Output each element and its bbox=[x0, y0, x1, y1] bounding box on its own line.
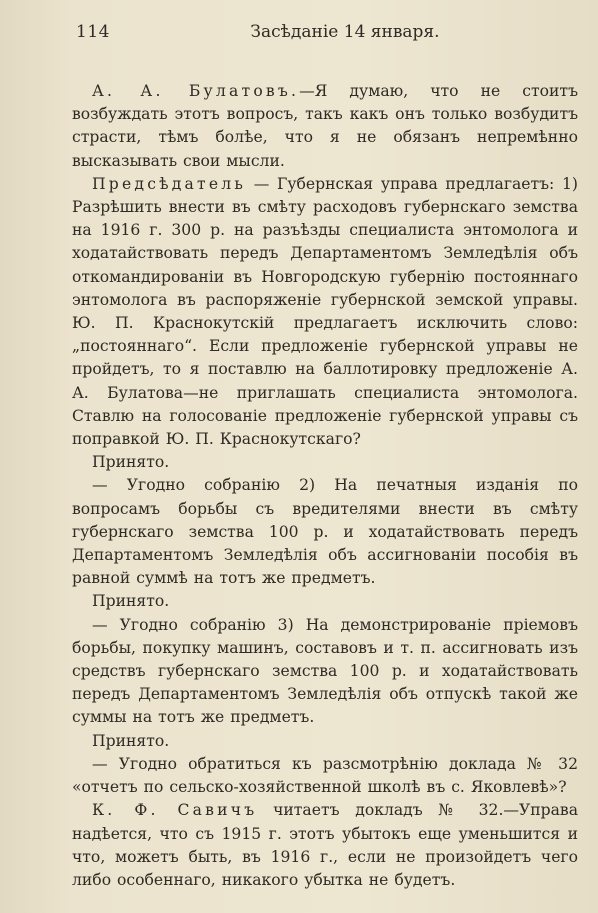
speaker-name: Предсѣдатель bbox=[92, 174, 247, 193]
page-number: 114 bbox=[76, 22, 110, 42]
paragraph-text: — Угодно собранію 2) На печатныя изданія по вопросамъ борьбы съ вредителями внести въ смѣту губернскаго земства 100 р. и ходатайствовать передъ Департаментомъ Земледѣлія объ ассигнованіи пособія въ равной суммѣ на тотъ же предметъ. bbox=[72, 476, 578, 588]
paragraph bbox=[72, 173, 578, 451]
running-title: Засѣданіе 14 января. bbox=[250, 22, 440, 42]
body-text bbox=[72, 80, 578, 892]
paragraph-text: — Угодно собранію 3) На демонстрированіе пріемовъ борьбы, покупку машинъ, составовъ и т. п. ассигновать изъ средствъ губернскаго земства 100 р. и ходатайствовать передъ Департаментомъ Земледѣлія объ отпускѣ такой же суммы на тотъ же предметъ. bbox=[72, 615, 578, 727]
paragraph-text: читаетъ докладъ № 32.—Управа надѣется, что съ 1915 г. этотъ убытокъ еще уменьшится и что, можетъ быть, въ 1916 г., если не произойдетъ чего либо особеннаго, никакого убытка не будетъ. bbox=[72, 801, 579, 889]
paragraph bbox=[72, 590, 578, 613]
paragraph-text: — Угодно обратиться къ разсмотрѣнію доклада № 32 «отчетъ по сельско-хозяйственной школѣ въ с. Яковлевѣ»? bbox=[72, 754, 578, 797]
paragraph bbox=[72, 80, 578, 173]
paragraph bbox=[72, 730, 578, 753]
paragraph-text: Принято. bbox=[92, 592, 170, 611]
paragraph bbox=[72, 614, 578, 730]
paragraph bbox=[72, 474, 578, 590]
paragraph bbox=[72, 753, 578, 799]
speaker-name: К. Ф. Савичъ bbox=[92, 801, 258, 820]
paragraph bbox=[72, 799, 578, 892]
paragraph bbox=[72, 451, 578, 474]
paragraph-text: Принято. bbox=[92, 731, 170, 750]
paragraph-text: — Губернская управа предлагаетъ: 1) Разрѣшить внести въ смѣту расходовъ губернскаго земства на 1916 г. 300 р. на разъѣзды специалиста энтомолога и ходатайствовать передъ Департаментомъ Земледѣлія объ откомандированіи въ Новгородскую губернію постояннаго энтомолога въ распоряженіе губернской земской управы. Ю. П. Краснокутскій предлагаетъ исключить слово: „постояннаго“. Если предложеніе губернской управы не пройдетъ, то я поставлю на баллотировку предложеніе А. А. Булатова—не приглашать специалиста энтомолога. Ставлю на голосованіе предложеніе губернской управы съ поправкой Ю. П. Краснокутскаго? bbox=[72, 174, 578, 449]
speaker-name: А. А. Булатовъ. bbox=[92, 82, 300, 100]
paragraph-text: —Я думаю, что не стоитъ возбуждать этотъ вопросъ, такъ какъ онъ только возбудитъ страсти, тѣмъ болѣе, что я не обязанъ непремѣнно высказывать свои мысли. bbox=[72, 82, 578, 170]
paragraph-text: Принято. bbox=[92, 453, 170, 472]
page-header bbox=[72, 22, 578, 52]
